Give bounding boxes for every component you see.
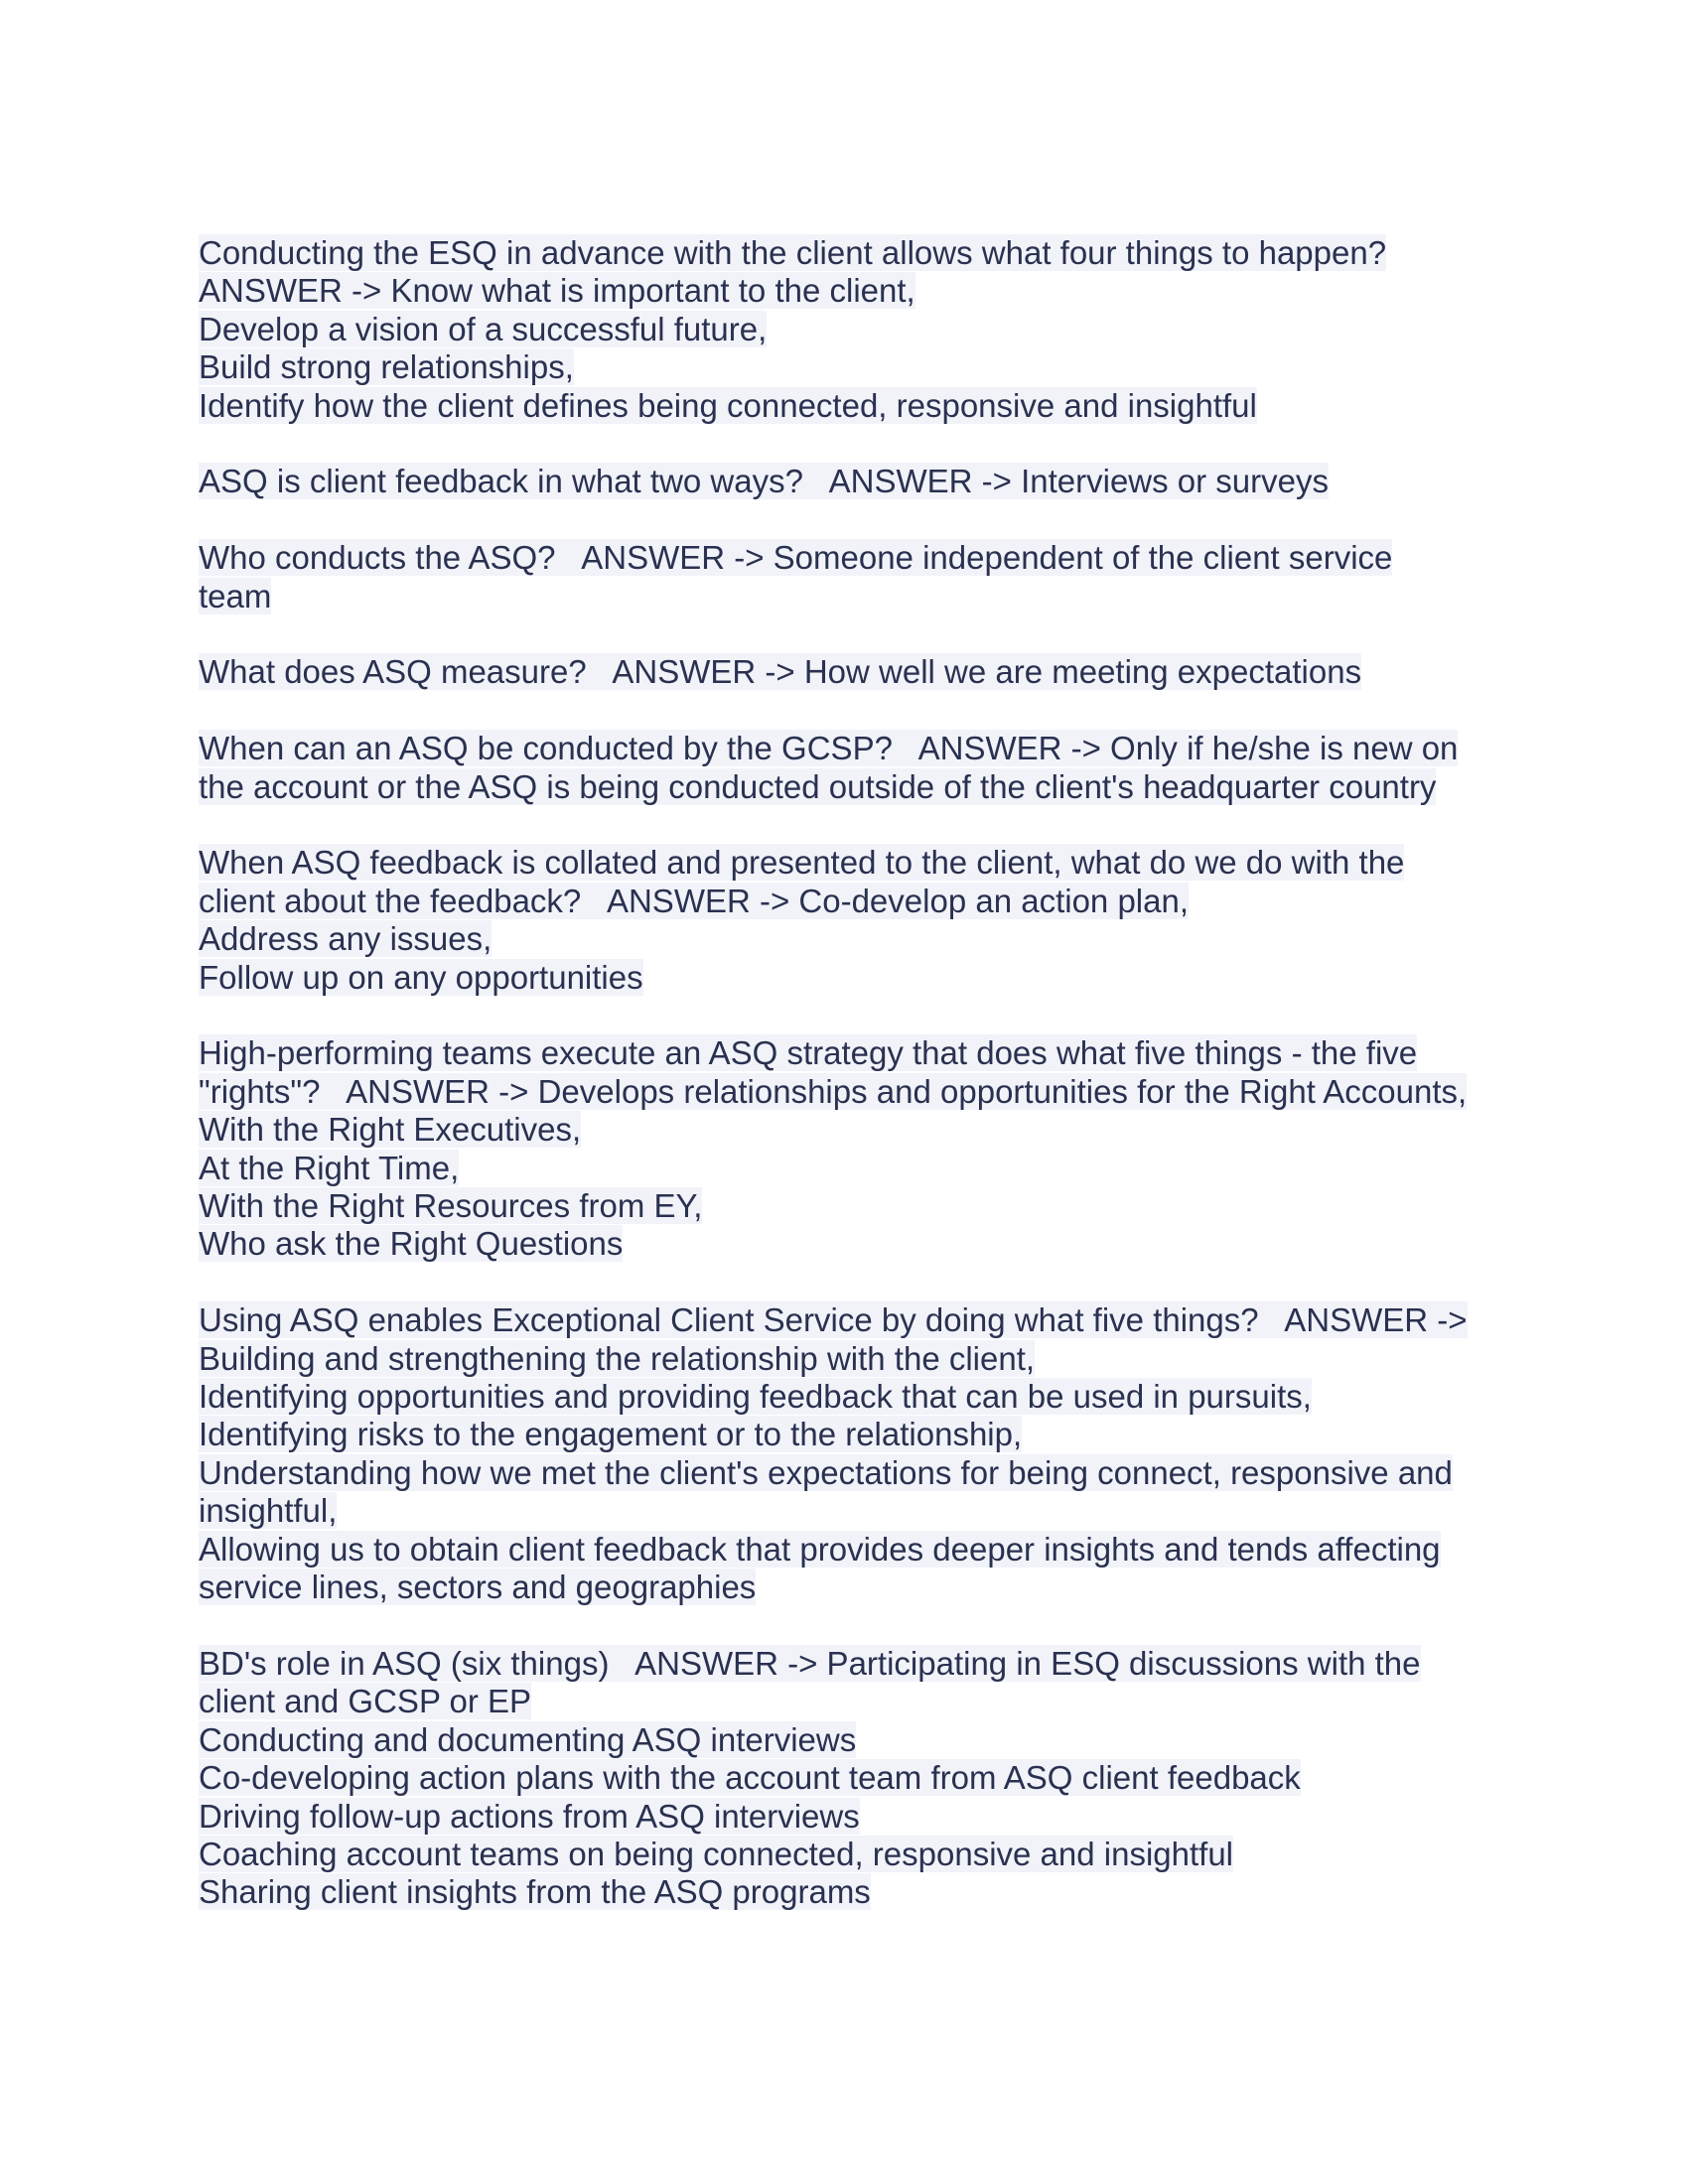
text-line: Co-developing action plans with the account team from ASQ client feedback xyxy=(199,1759,1301,1797)
text-line-wrapper xyxy=(199,653,1509,691)
qa-block xyxy=(199,1034,1509,1263)
text-line: When ASQ feedback is collated and presented to the client, what do we do with the xyxy=(199,844,1405,882)
text-line: What does ASQ measure? ANSWER -> How well we are meeting expectations xyxy=(199,653,1362,691)
qa-block xyxy=(199,844,1509,997)
text-line: With the Right Resources from EY, xyxy=(199,1187,703,1225)
text-line: When can an ASQ be conducted by the GCSP? ANSWER -> Only if he/she is new on xyxy=(199,730,1459,767)
text-line: Conducting and documenting ASQ interviews xyxy=(199,1720,857,1758)
text-line-wrapper xyxy=(199,1301,1509,1339)
text-line-wrapper xyxy=(199,1225,1509,1263)
text-line-wrapper xyxy=(199,844,1509,882)
qa-block xyxy=(199,1301,1509,1606)
text-line-wrapper xyxy=(199,1378,1509,1416)
text-line-wrapper xyxy=(199,1798,1509,1836)
text-line-wrapper xyxy=(199,1187,1509,1225)
text-line: service lines, sectors and geographies xyxy=(199,1569,757,1606)
text-line: Who ask the Right Questions xyxy=(199,1225,624,1263)
qa-block xyxy=(199,653,1509,691)
text-line-wrapper xyxy=(199,234,1509,272)
text-line-wrapper xyxy=(199,1416,1509,1453)
text-line: client and GCSP or EP xyxy=(199,1683,532,1720)
text-line: Develop a vision of a successful future, xyxy=(199,310,768,347)
text-line: Sharing client insights from the ASQ programs xyxy=(199,1873,871,1911)
text-line-wrapper xyxy=(199,272,1509,310)
text-line-wrapper xyxy=(199,1836,1509,1873)
text-line-wrapper xyxy=(199,1645,1509,1683)
qa-block xyxy=(199,1645,1509,1912)
text-line: High-performing teams execute an ASQ strategy that does what five things - the five xyxy=(199,1034,1418,1072)
text-line: ANSWER -> Know what is important to the client, xyxy=(199,272,915,310)
text-line-wrapper xyxy=(199,1340,1509,1378)
text-line: Identifying opportunities and providing feedback that can be used in pursuits, xyxy=(199,1378,1312,1416)
text-line: client about the feedback? ANSWER -> Co-develop an action plan, xyxy=(199,882,1190,919)
text-line: Understanding how we met the client's expectations for being connect, responsive and xyxy=(199,1453,1453,1491)
text-line-wrapper xyxy=(199,920,1509,958)
text-line: Identify how the client defines being connected, responsive and insightful xyxy=(199,386,1257,424)
text-line: Who conducts the ASQ? ANSWER -> Someone independent of the client service xyxy=(199,539,1393,577)
text-line: team xyxy=(199,577,272,614)
text-line-wrapper xyxy=(199,1034,1509,1072)
qa-block xyxy=(199,539,1509,615)
text-line-wrapper xyxy=(199,1683,1509,1720)
text-line: the account or the ASQ is being conducted outside of the client's headquarter country xyxy=(199,767,1437,805)
text-line-wrapper xyxy=(199,1073,1509,1111)
text-line: Driving follow-up actions from ASQ interviews xyxy=(199,1797,860,1835)
text-line-wrapper xyxy=(199,1111,1509,1149)
text-line-wrapper xyxy=(199,730,1509,767)
text-line-wrapper xyxy=(199,387,1509,425)
text-line-wrapper xyxy=(199,883,1509,920)
text-line-wrapper xyxy=(199,311,1509,348)
text-line: Build strong relationships, xyxy=(199,348,574,386)
text-line-wrapper xyxy=(199,1531,1509,1569)
text-line-wrapper xyxy=(199,578,1509,615)
text-line: Using ASQ enables Exceptional Client Service by doing what five things? ANSWER -> xyxy=(199,1301,1468,1339)
text-line-wrapper xyxy=(199,1873,1509,1911)
text-line: ASQ is client feedback in what two ways? ANSWER -> Interviews or surveys xyxy=(199,463,1330,500)
text-line-wrapper xyxy=(199,768,1509,806)
text-line: Building and strengthening the relationship with the client, xyxy=(199,1339,1036,1377)
text-line-wrapper xyxy=(199,1569,1509,1606)
text-line: "rights"? ANSWER -> Develops relationships and opportunities for the Right Accounts, xyxy=(199,1072,1468,1110)
text-line-wrapper xyxy=(199,348,1509,386)
text-line-wrapper xyxy=(199,959,1509,997)
qa-block xyxy=(199,730,1509,806)
text-line: Identifying risks to the engagement or to the relationship, xyxy=(199,1416,1023,1453)
text-line: Follow up on any opportunities xyxy=(199,958,643,996)
text-line-wrapper xyxy=(199,1492,1509,1530)
text-line: BD's role in ASQ (six things) ANSWER -> Participating in ESQ discussions with the xyxy=(199,1644,1421,1682)
text-line: Conducting the ESQ in advance with the client allows what four things to happen? xyxy=(199,234,1387,271)
text-line-wrapper xyxy=(199,1721,1509,1759)
text-line-wrapper xyxy=(199,1454,1509,1492)
text-line: With the Right Executives, xyxy=(199,1111,582,1149)
text-line-wrapper xyxy=(199,539,1509,577)
text-line-wrapper xyxy=(199,1150,1509,1187)
text-line: Allowing us to obtain client feedback that provides deeper insights and tends affecting xyxy=(199,1530,1441,1568)
qa-block xyxy=(199,463,1509,500)
text-line-wrapper xyxy=(199,463,1509,500)
text-line-wrapper xyxy=(199,1759,1509,1797)
text-line: insightful, xyxy=(199,1492,338,1530)
text-line: Address any issues, xyxy=(199,920,492,958)
document-body xyxy=(199,234,1509,1950)
text-line: At the Right Time, xyxy=(199,1149,460,1186)
text-line: Coaching account teams on being connected, responsive and insightful xyxy=(199,1835,1234,1872)
qa-block xyxy=(199,234,1509,425)
